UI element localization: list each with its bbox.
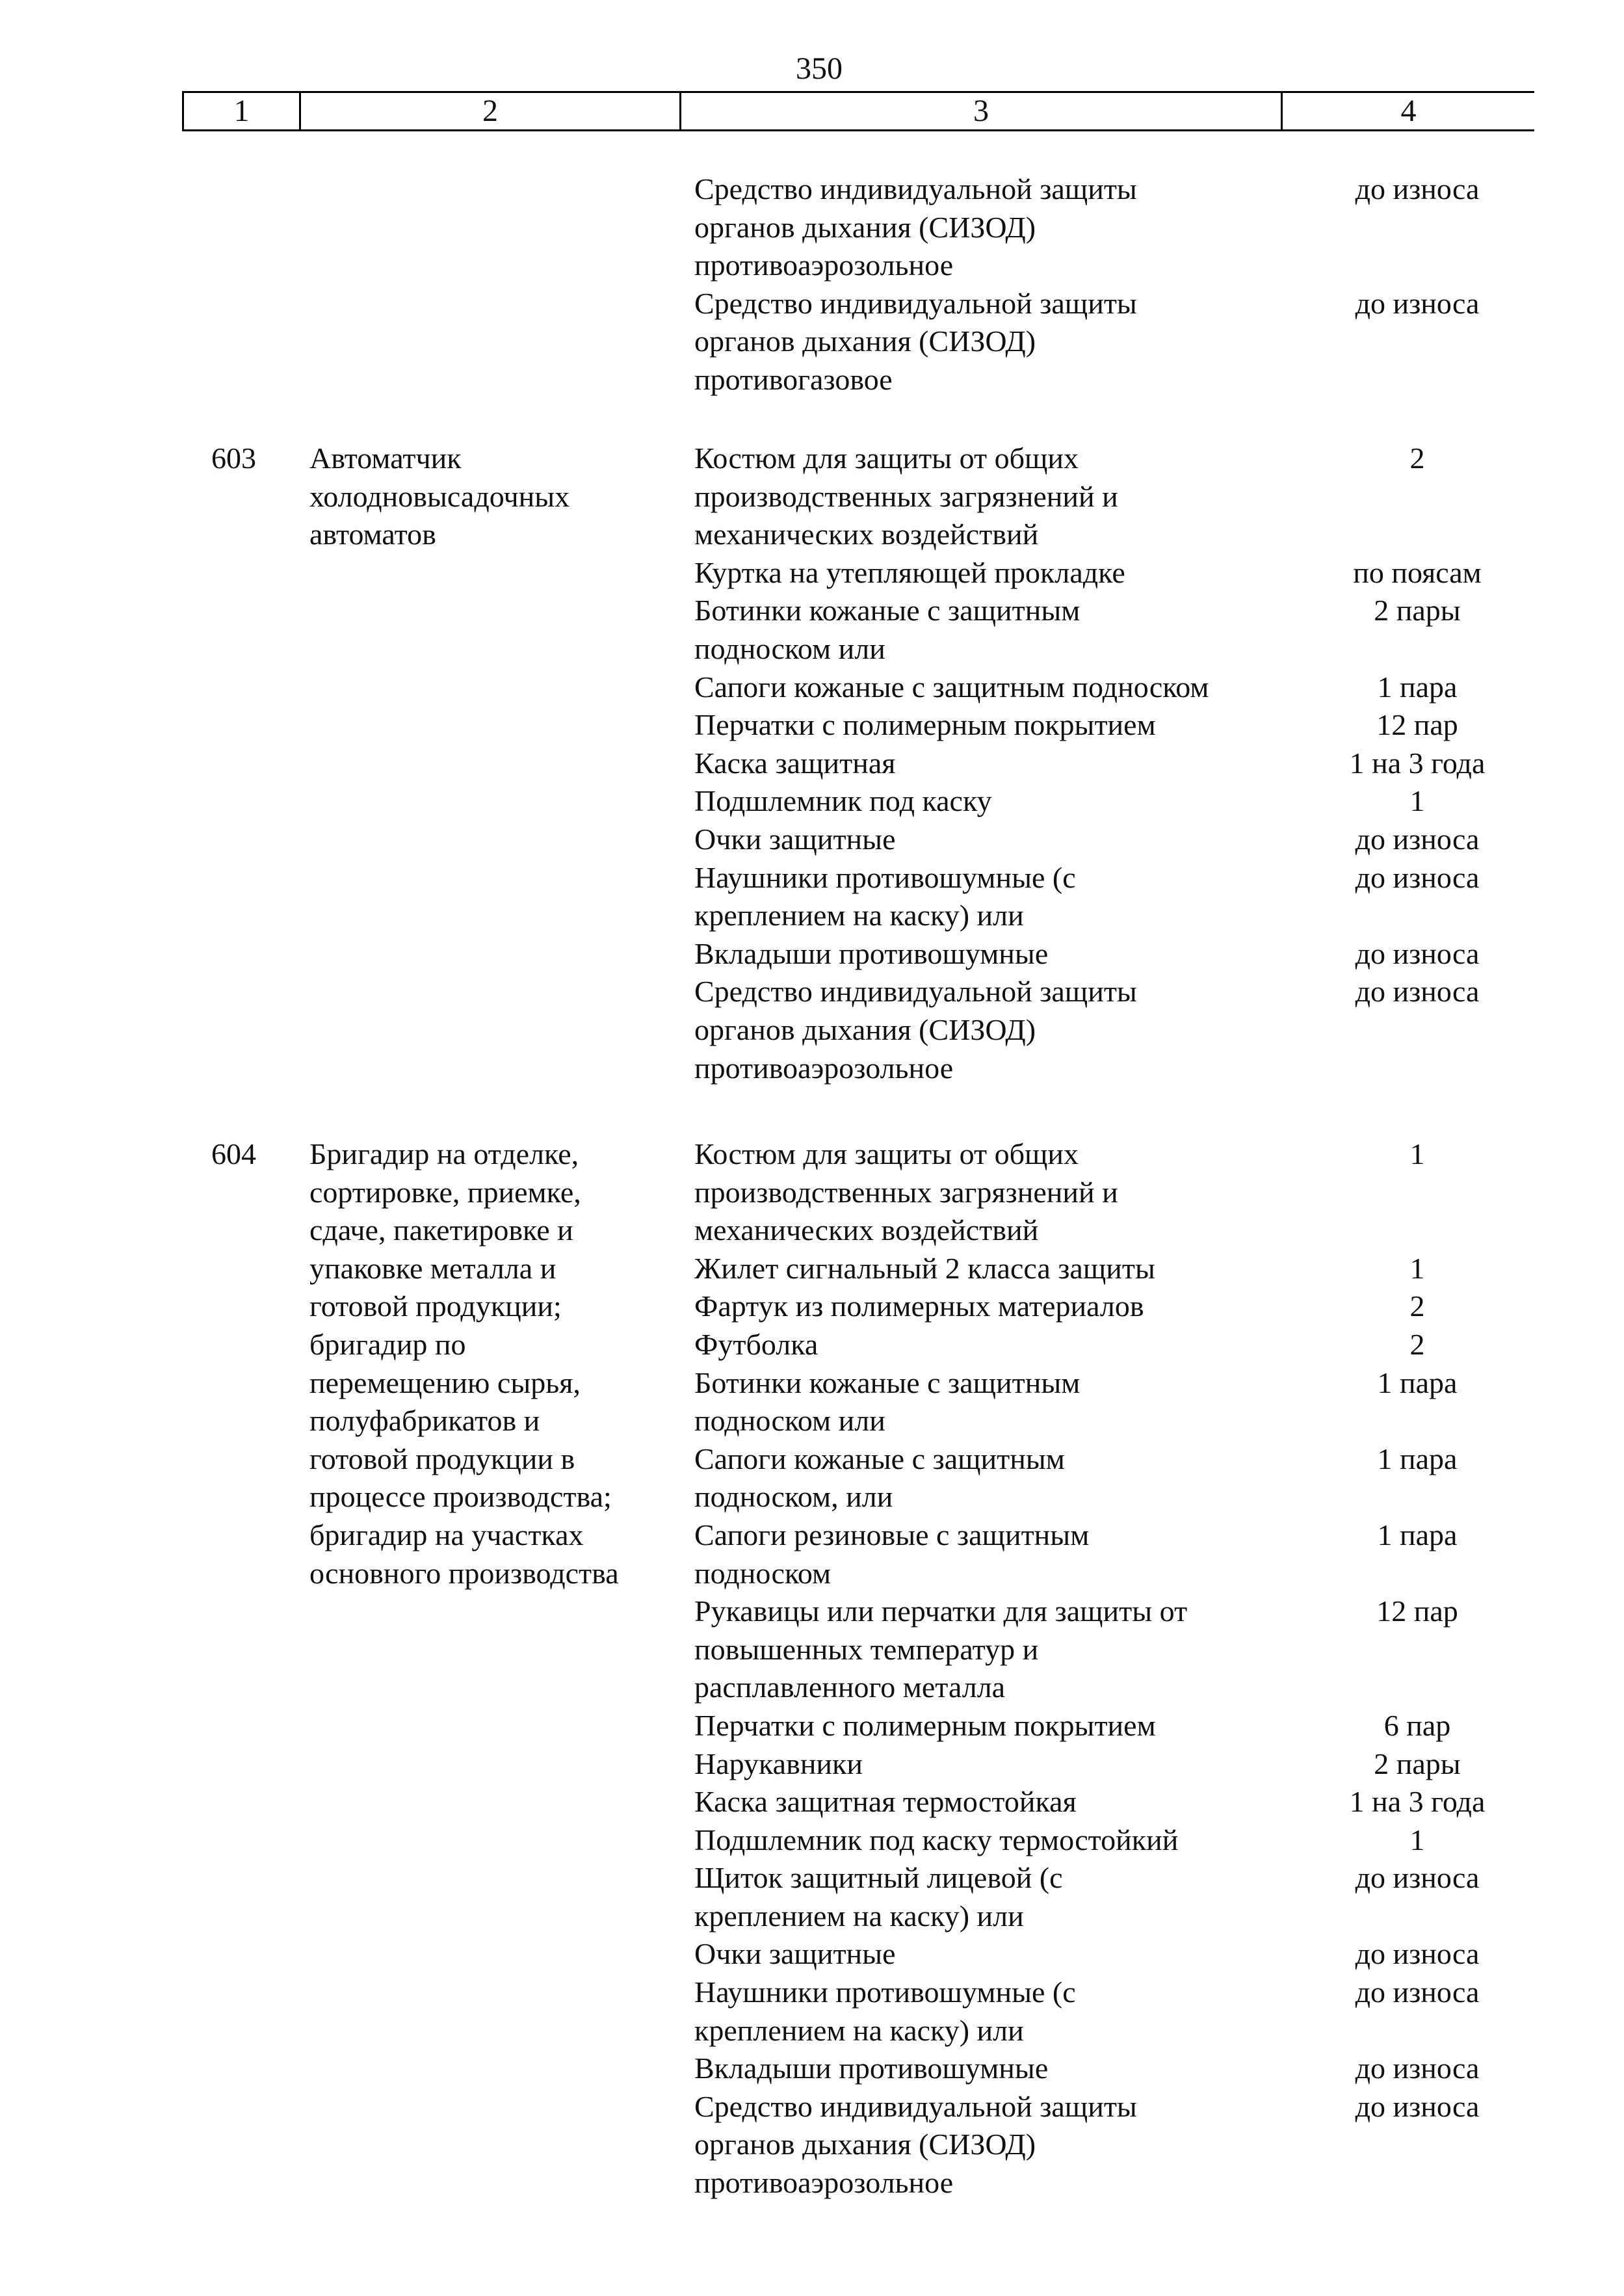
ppe-item-norm: 1 [1409,1251,1425,1285]
ppe-item-norm: до износа [1355,1975,1480,2009]
ppe-item-norm: до износа [1355,172,1480,205]
ppe-item-name: Подшлемник под каску [694,784,992,818]
ppe-item-row [0,554,1624,592]
ppe-item-name: Каска защитная [694,746,896,780]
ppe-item-row [0,2050,1624,2088]
ppe-item-norm: 1 на 3 года [1349,1785,1486,1819]
ppe-items [0,440,1624,1087]
ppe-item-row [0,1135,1624,1250]
ppe-item-row [0,1440,1624,1516]
ppe-item-norm: 2 [1409,442,1425,475]
ppe-item-norm: по поясам [1353,555,1482,589]
continuation-items [0,170,1624,399]
ppe-item-norm: 6 пар [1383,1708,1451,1742]
ppe-item-norm: 12 пар [1376,708,1458,742]
ppe-item-name: Ботинки кожаные с защитным подноском или [694,594,1080,665]
ppe-item-row [0,1935,1624,1973]
ppe-item-norm: до износа [1355,286,1480,320]
ppe-item-name: Куртка на утепляющей прокладке [694,555,1125,589]
ppe-item-row [0,1745,1624,1784]
ppe-item-name: Костюм для защиты от общих производственных загрязнений и механических воздействий [694,442,1118,551]
ppe-item-name: Средство индивидуальной защиты органов дыхания (СИЗОД) противоаэрозольное [694,2089,1137,2200]
header-col-3: 3 [679,93,1281,129]
ppe-item-norm: 1 пара [1377,670,1458,704]
ppe-item-norm: 2 [1409,1327,1425,1361]
ppe-item-norm: до износа [1355,822,1480,856]
ppe-item-row [0,1707,1624,1745]
ppe-item-row [0,1364,1624,1440]
ppe-item-norm: до износа [1355,1861,1480,1895]
ppe-item-row [0,745,1624,783]
ppe-item-norm: 1 пара [1377,1518,1458,1551]
ppe-item-norm: 1 на 3 года [1349,746,1486,780]
ppe-item-norm: 1 [1409,1823,1425,1856]
ppe-item-row [0,170,1624,285]
ppe-item-row [0,1250,1624,1288]
ppe-item-name: Костюм для защиты от общих производственных загрязнений и механических воздействий [694,1137,1118,1247]
ppe-item-name: Рукавицы или перчатки для защиты от повышенных температур и расплавленного металла [694,1594,1188,1704]
page-number: 350 [796,51,843,86]
ppe-item-norm: 2 пары [1374,1747,1461,1780]
table-header-row [182,91,1534,131]
profession-name: Бригадир на отделке, сортировке, приемке, сдаче, пакетировке и упаковке металла и готовой продукции; бригадир по перемещению сырья, полуфабрикатов и готовой продукции в процессе производства; бригадир на участках основного производства [309,1137,619,1590]
ppe-item-norm: 2 пары [1374,594,1461,627]
entry-number: 604 [211,1137,256,1170]
ppe-item-norm: 1 [1409,1137,1425,1170]
ppe-item-row [0,935,1624,973]
ppe-item-name: Наушники противошумные (с креплением на каску) или [694,1975,1076,2047]
ppe-item-name: Очки защитные [694,822,896,856]
ppe-items [0,1135,1624,2202]
ppe-item-row [0,1783,1624,1821]
ppe-item-norm: до износа [1355,860,1480,894]
ppe-item-norm: 12 пар [1376,1594,1458,1628]
header-col-4: 4 [1281,93,1534,129]
ppe-item-name: Средство индивидуальной защиты органов дыхания (СИЗОД) противоаэрозольное [694,172,1137,282]
ppe-item-name: Нарукавники [694,1747,863,1780]
profession-name: Автоматчик холодновысадочных автоматов [309,442,570,551]
ppe-item-row [0,285,1624,399]
ppe-item-norm: 2 [1409,1289,1425,1323]
ppe-item-row [0,706,1624,745]
ppe-item-row [0,859,1624,935]
entry-number: 603 [211,442,256,475]
ppe-item-name: Подшлемник под каску термостойкий [694,1823,1179,1856]
ppe-item-norm: до износа [1355,2052,1480,2085]
ppe-item-name: Щиток защитный лицевой (с креплением на каску) или [694,1861,1063,1933]
ppe-item-row [0,1859,1624,1935]
ppe-item-row [0,1592,1624,1707]
ppe-item-name: Сапоги резиновые с защитным подноском [694,1518,1090,1590]
ppe-item-row [0,1516,1624,1592]
ppe-item-name: Наушники противошумные (с креплением на каску) или [694,860,1076,932]
ppe-item-row [0,782,1624,821]
ppe-item-name: Вкладыши противошумные [694,2052,1049,2085]
ppe-item-norm: до износа [1355,1937,1480,1971]
ppe-item-name: Средство индивидуальной защиты органов дыхания (СИЗОД) противоаэрозольное [694,975,1137,1085]
ppe-item-name: Вкладыши противошумные [694,936,1049,970]
ppe-item-row [0,668,1624,707]
ppe-item-name: Перчатки с полимерным покрытием [694,708,1156,742]
ppe-item-row [0,821,1624,859]
ppe-item-name: Каска защитная термостойкая [694,1785,1077,1819]
ppe-item-row [0,1973,1624,2050]
ppe-item-norm: до износа [1355,936,1480,970]
ppe-item-name: Жилет сигнальный 2 класса защиты [694,1251,1155,1285]
ppe-item-norm: до износа [1355,975,1480,1009]
ppe-item-name: Сапоги кожаные с защитным подноском, или [694,1442,1065,1514]
ppe-item-row [0,1821,1624,1860]
ppe-item-row [0,2088,1624,2202]
ppe-item-name: Сапоги кожаные с защитным подноском [694,670,1209,704]
header-col-1: 1 [182,93,299,129]
ppe-item-row [0,1326,1624,1364]
ppe-item-norm: 1 [1409,784,1425,818]
ppe-item-name: Перчатки с полимерным покрытием [694,1708,1156,1742]
ppe-item-name: Очки защитные [694,1937,896,1971]
ppe-item-name: Средство индивидуальной защиты органов дыхания (СИЗОД) противогазовое [694,286,1137,396]
ppe-item-name: Футболка [694,1327,819,1361]
ppe-item-norm: до износа [1355,2089,1480,2123]
ppe-item-norm: 1 пара [1377,1442,1458,1475]
ppe-item-norm: 1 пара [1377,1366,1458,1399]
ppe-item-name: Ботинки кожаные с защитным подноском или [694,1366,1080,1438]
ppe-item-row [0,973,1624,1087]
ppe-item-row [0,592,1624,668]
ppe-item-row [0,1287,1624,1326]
ppe-item-row [0,440,1624,554]
header-col-2: 2 [299,93,679,129]
ppe-item-name: Фартук из полимерных материалов [694,1289,1144,1323]
